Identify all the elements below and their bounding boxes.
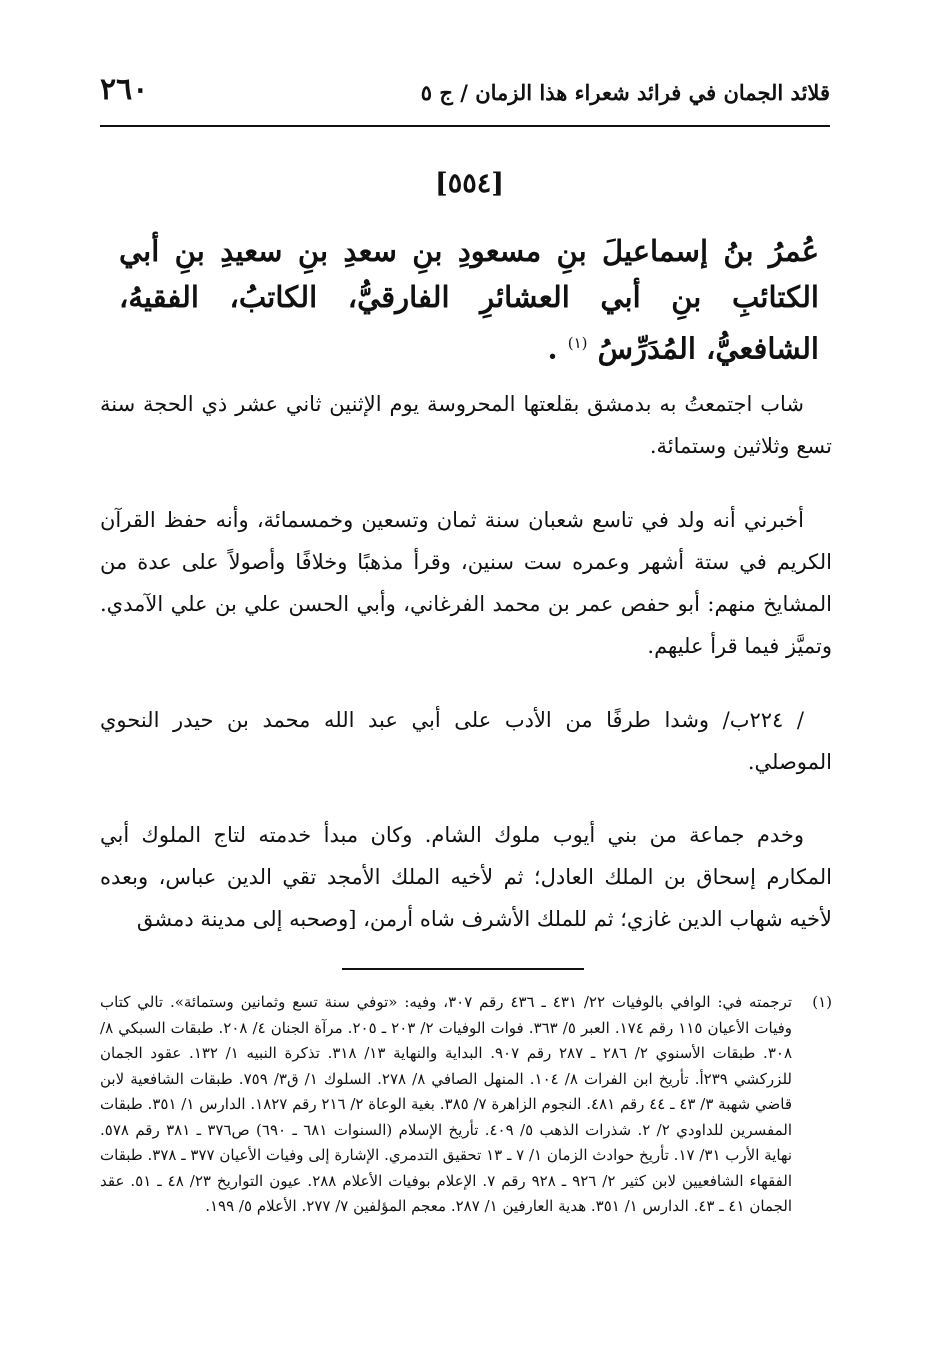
- entry-number: [٥٥٤]: [434, 168, 505, 199]
- paragraph-text: وخدم جماعة من بني أيوب ملوك الشام. وكان مبدأ خدمته لتاج الملوك أبي المكارم إسحاق بن الملك العادل؛ ثم لأخيه الملك الأمجد تقي الدين عباس، وبعده لأخيه شهاب الدين غازي؛ ثم للملك الأشرف شاه أرمن، [وصحبه إلى مدينة دمشق: [100, 823, 832, 931]
- paragraph-adab: [100, 699, 832, 783]
- running-header: [100, 72, 830, 116]
- subject-name-text: عُمرُ بنُ إسماعيلَ بنِ مسعودِ بنِ سعدِ بنِ سعيدِ بنِ أبي الكتائبِ بنِ أبي العشائرِ الفارقيُّ، الكاتبُ، الفقيهُ، الشافعيُّ، المُدَرِّسُ: [119, 234, 819, 366]
- header-title: قلائد الجمان في فرائد شعراء هذا الزمان / ج ٥: [420, 80, 830, 105]
- footnote-text: ترجمته في: الوافي بالوفيات ٢٢/ ٤٣١ ـ ٤٣٦ رقم ٣٠٧، وفيه: «توفي سنة تسع وثمانين وستمائة». تالي كتاب وفيات الأعيان ١١٥ رقم ١٧٤. العبر ٥/ ٣٦٣. فوات الوفيات ٢/ ٢٠٣ ـ ٢٠٥. مرآة الجنان ٤/ ٢٠٨. طبقات السبكي ٨/ ٣٠٨. طبقات الأسنوي ٢/ ٢٨٦ ـ ٢٨٧ رقم ٩٠٧. البداية والنهاية ١٣/ ٣١٨. تذكرة النبيه ١/ ١٣٢. عقود الجمان للزركشي ٢٣٩أ. تأريخ ابن الفرات ٨/ ١٠٤. المنهل الصافي ٨/ ٢٧٨. السلوك ١/ ق٣/ ٧٥٩. طبقات الشافعية لابن قاضي شهبة ٣/ ٤٣ ـ ٤٤ رقم ٤٨١. النجوم الزاهرة ٧/ ٣٨٥. بغية الوعاة ٢/ ٢١٦ رقم ١٨٢٧. الدارس ١/ ٣٥١. طبقات المفسرين للداودي ٢/ ٢. شذرات الذهب ٥/ ٤٠٩. تأريخ الإسلام (السنوات ٦٨١ ـ ٦٩٠) ص٣٧٦ ـ ٣٨١ رقم ٥٧٨. نهاية الأرب ٣١/ ١٧. تأريخ حوادث الزمان ١/ ٧ ـ ١٣ تحقيق التدمري. الإشارة إلى وفيات الأعيان ٣٧٧ ـ ٣٧٨. طبقات الفقهاء الشافعيين لابن كثير ٢/ ٩٢٦ ـ ٩٢٨ رقم ٧. الإعلام بوفيات الأعلام ٢٨٨. عيون التواريخ ٢٣/ ٤٨ ـ ٥١. عقد الجمان ٤١ ـ ٤٣. الدارس ١/ ٣٥١. هدية العارفين ١/ ٢٨٧. معجم المؤلفين ٧/ ٢٧٧. الأعلام ٥/ ١٩٩.: [100, 993, 793, 1215]
- footnote-ref: (١): [567, 334, 588, 352]
- subject-name: [119, 228, 819, 372]
- footnote-marker: (١): [812, 993, 832, 1011]
- page-number: ٢٦٠: [100, 72, 149, 107]
- paragraph-service: [100, 814, 832, 940]
- header-rule: [100, 125, 830, 127]
- footnote: [100, 990, 832, 1220]
- paragraph-education: [100, 499, 832, 667]
- paragraph-meeting: [100, 383, 832, 467]
- paragraph-text: أخبرني أنه ولد في تاسع شعبان سنة ثمان وتسعين وخمسمائة، وأنه حفظ القرآن الكريم في ستة أشهر وعمره ست سنين، وقرأ مذهبًا وخلافًا وأصولاً على عدة من المشايخ منهم: أبو حفص عمر بن محمد الفرغاني، وأبي الحسن علي بن علي الآمدي. وتميَّز فيما قرأ عليهم.: [100, 508, 832, 658]
- paragraph-text: / ٢٢٤ب/ وشدا طرفًا من الأدب على أبي عبد الله محمد بن حيدر النحوي الموصلي.: [100, 708, 832, 774]
- footnote-rule: [342, 968, 584, 970]
- subject-name-end: .: [547, 331, 558, 366]
- paragraph-text: شاب اجتمعتُ به بدمشق بقلعتها المحروسة يوم الإثنين ثاني عشر ذي الحجة سنة تسع وثلاثين وستمائة.: [100, 392, 832, 458]
